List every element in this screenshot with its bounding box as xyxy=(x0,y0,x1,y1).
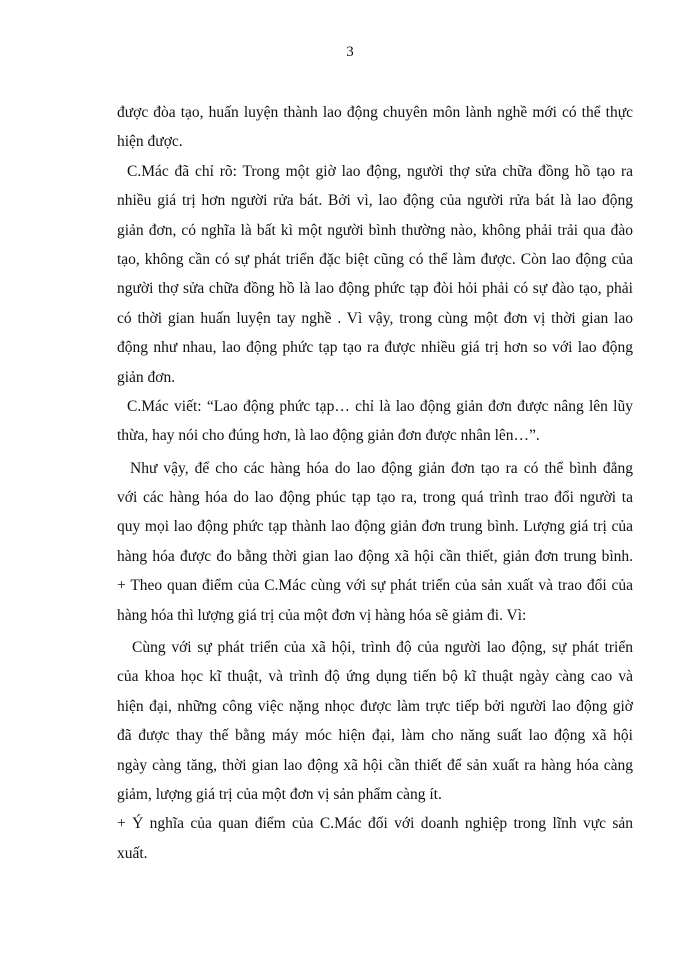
paragraph-line: nhiều giá trị hơn người rửa bát. Bởi vì, lao động của người rửa bát là lao động xyxy=(117,192,633,210)
paragraph-line: người thợ sửa chữa đồng hồ là lao động phức tạp đòi hỏi phải có sự đào tạo, phải xyxy=(117,280,633,298)
paragraph-line: + Ý nghĩa của quan điểm của C.Mác đối với doanh nghiệp trong lĩnh vực sản xyxy=(117,815,633,833)
paragraph-line: hàng hóa được đo bằng thời gian lao động xã hội cần thiết, giản đơn trung bình. xyxy=(117,547,633,565)
paragraph-line: C.Mác viết: “Lao động phức tạp… chỉ là lao động giản đơn được nâng lên lũy xyxy=(127,397,633,415)
paragraph-line: tạo, không cần có sự phát triển đặc biệt cũng có thể làm được. Còn lao động của xyxy=(117,250,633,268)
paragraph-line: có thời gian huấn luyện tay nghề . Vì vậy, trong cùng một đơn vị thời gian lao xyxy=(117,309,633,327)
paragraph-line: + Theo quan điểm của C.Mác cùng với sự phát triển của sản xuất và trao đổi của xyxy=(117,577,633,595)
paragraph-line: giản đơn. xyxy=(117,368,176,386)
paragraph-line: Như vậy, để cho các hàng hóa do lao động giản đơn tạo ra có thể bình đẳng xyxy=(130,459,633,477)
paragraph-line: hàng hóa thì lượng giá trị của một đơn vị hàng hóa sẽ giảm đi. Vì: xyxy=(117,606,527,624)
paragraph-line: ngày càng tăng, thời gian lao động xã hội cần thiết để sản xuất ra hàng hóa càng xyxy=(117,756,633,774)
paragraph-line: giảm, lượng giá trị của một đơn vị sản phẩm càng ít. xyxy=(117,785,442,803)
paragraph-line: Cùng với sự phát triển của xã hội, trình độ của người lao động, sự phát triển xyxy=(132,639,633,657)
paragraph-line: thừa, hay nói cho đúng hơn, là lao động giản đơn được nhân lên…”. xyxy=(117,427,540,445)
paragraph-line: động như nhau, lao động phức tạp tạo ra được nhiều giá trị hơn so với lao động xyxy=(117,339,633,357)
paragraph-line: giản đơn, có nghĩa là bất kì một người bình thường nào, không phải trải qua đào xyxy=(117,221,633,239)
paragraph-line: đã được thay thế bằng máy móc hiện đại, làm cho năng suất lao động xã hội xyxy=(117,727,633,745)
paragraph-line: được đòa tạo, huấn luyện thành lao động chuyên môn lành nghề mới có thể thực xyxy=(117,104,633,121)
paragraph-line: của khoa học kĩ thuật, và trình độ ứng dụng tiến bộ kĩ thuật ngày càng cao và xyxy=(117,668,633,686)
paragraph-line: quy mọi lao động phức tạp thành lao động giản đơn trung bình. Lượng giá trị của xyxy=(117,518,633,536)
paragraph-line: với các hàng hóa do lao động phúc tạp tạo ra, trong quá trình trao đổi người ta xyxy=(117,489,633,507)
paragraph-line: C.Mác đã chỉ rõ: Trong một giờ lao động, người thợ sửa chữa đồng hồ tạo ra xyxy=(127,162,633,180)
paragraph-line: xuất. xyxy=(117,844,148,862)
paragraph-line: hiện đại, những công việc nặng nhọc được làm trực tiếp bởi người lao động giờ xyxy=(117,697,633,715)
page-number: 3 xyxy=(346,44,354,60)
document-body xyxy=(117,98,633,868)
paragraph-line: hiện được. xyxy=(117,133,183,151)
